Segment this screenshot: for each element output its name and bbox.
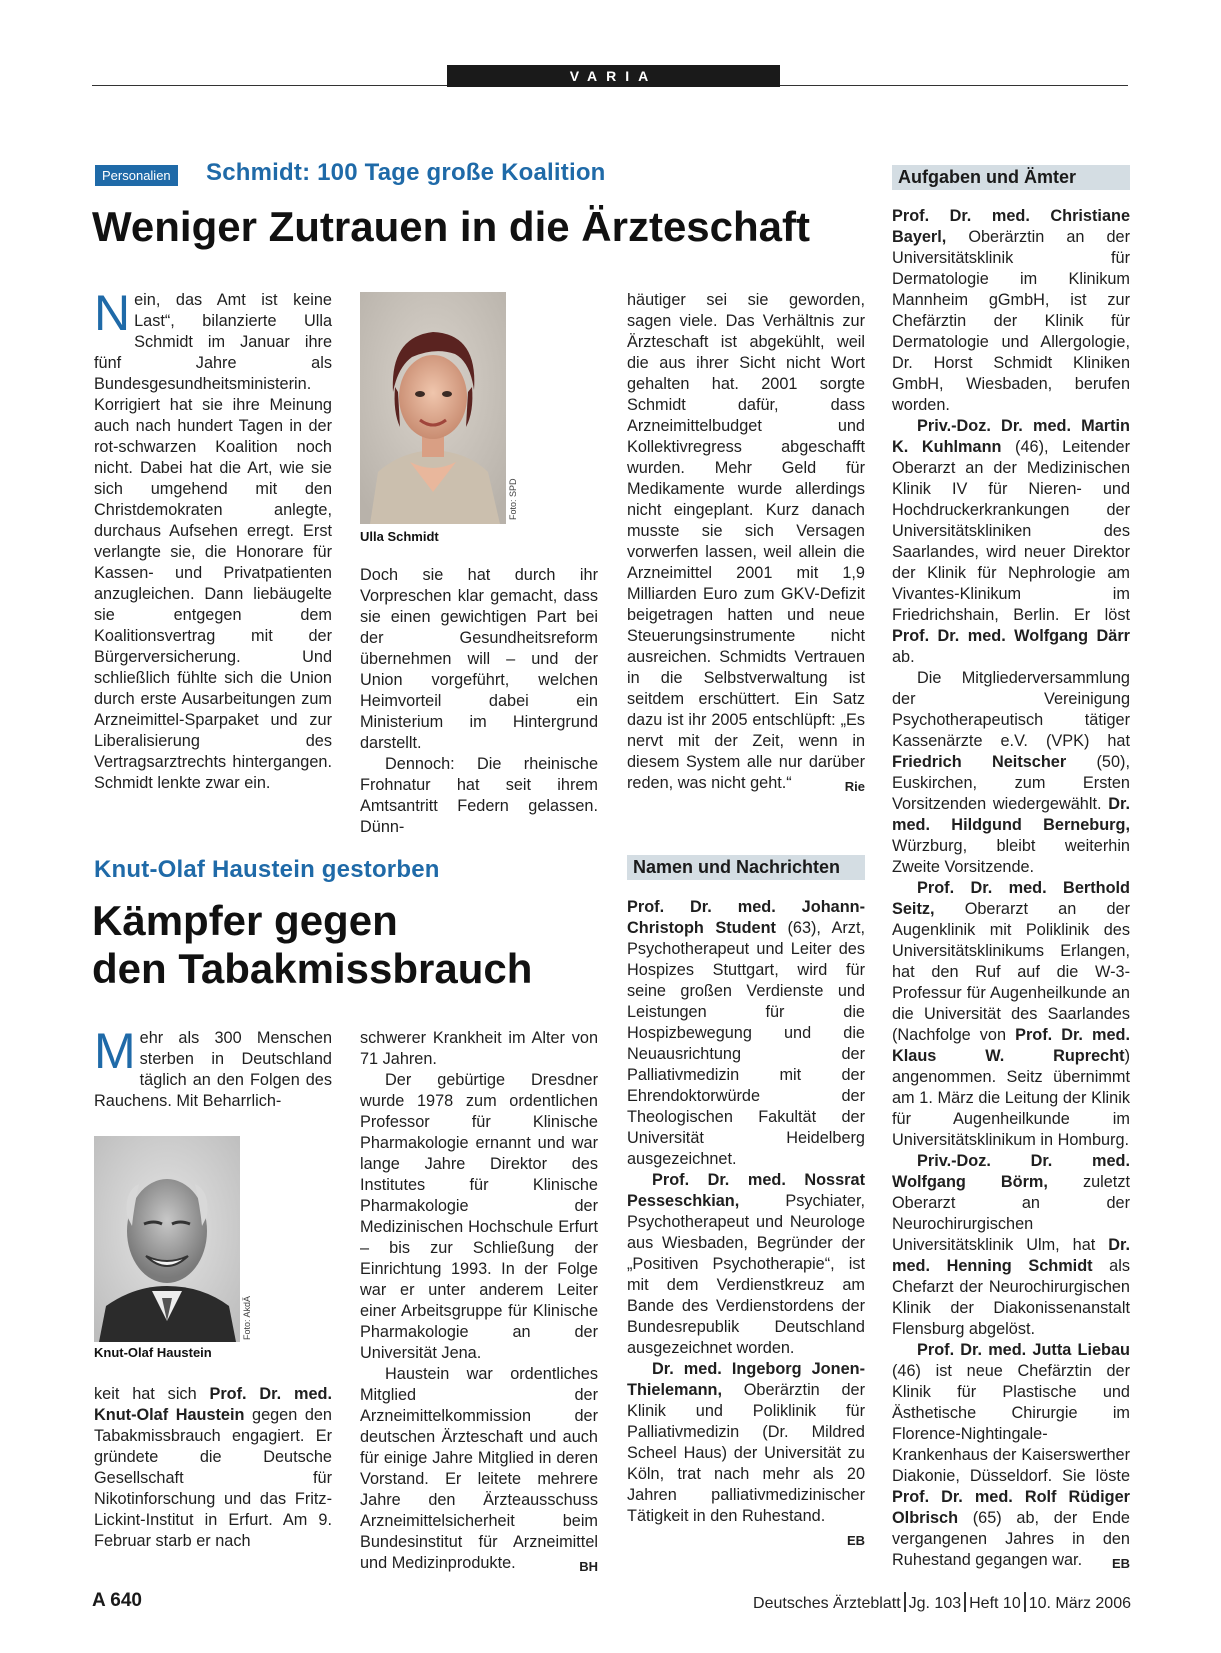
article1-column-1 <box>94 285 332 795</box>
article2-col1-top-text: ehr als 300 Menschen sterben in Deutschland täglich an den Folgen des Rauchens. Mit Beharrlich- <box>94 1029 332 1110</box>
category-tag: Personalien <box>95 165 178 186</box>
separator <box>964 1592 966 1612</box>
photo-caption-haustein: Knut-Olaf Haustein <box>94 1345 212 1360</box>
separator <box>1024 1592 1026 1612</box>
person-name-henning-schmidt: Dr. med. Henning Schmidt <box>892 1236 1130 1275</box>
namen-p2-text: Psychiater, Psychotherapeut und Neurologe aus Wiesbaden, Begründer der „Positiven Psychotherapie“, ist mit dem Verdienstkreuz am Bande des Verdienstordens der Bundesrepublik Deutschland ausgezeichnet worden. <box>627 1192 865 1357</box>
person-name-bayerl: Prof. Dr. med. Christiane Bayerl, <box>892 207 1130 246</box>
article2-headline-line2: den Tabakmissbrauch <box>92 945 533 992</box>
person-name-neitscher: Friedrich Neitscher <box>892 753 1067 771</box>
person-name-haustein: Prof. Dr. med. Knut-Olaf Haustein <box>94 1385 332 1424</box>
person-name-berneburg: Dr. med. Hildgund Berneburg, <box>892 795 1130 834</box>
aufgaben-p3-pre: Die Mitgliederversammlung der Vereinigung Psychotherapeutisch tätiger Kassenärzte e.V. (VPK) hat <box>892 669 1130 750</box>
article2-signature: BH <box>579 1559 598 1574</box>
aufgaben-p3-post: Würzburg, bleibt weiterhin Zweite Vorsitzende. <box>892 837 1130 876</box>
aufgaben-p6-text2: (65) ab, der Ende vergangenen Jahres in den Ruhestand gegangen war. <box>892 1509 1130 1569</box>
person-name-kuhlmann: Priv.-Doz. Dr. med. Martin K. Kuhlmann <box>892 417 1130 456</box>
article2-col1-bottom-pre: keit hat sich <box>94 1385 210 1403</box>
article1-col1-text: ein, das Amt ist keine Last“, bilanzierte Ulla Schmidt im Januar ihre fünf Jahre als Bundesgesundheitsministerin. Korrigiert hat sie ihre Meinung auch nach hundert Tagen in der rot-schwarzen Koalition noch nicht. Dabei hat die Art, wie sie sich umgehend mit den Christdemokraten anlegte, durchaus Aufsehen erregt. Erst verlangte sie, die Honorare für Kassen- und Privatpatienten anzugleichen. Dann liebäugelte sie entgegen dem Koalitionsvertrag mit der Bürgerversicherung. Und schließlich fühlte sich die Union durch erste Ausarbeitungen zum Arzneimittel-Sparpaket und zur Liberalisierung des Vertragsarztrechts hintergangen. Schmidt lenkte zwar ein. <box>94 291 332 792</box>
aufgaben-p1-text: Oberärztin an der Universitätsklinik für Dermatologie im Klinikum Mannheim gGmbH, ist zur Chefärztin der Klinik für Dermatologie und Allergologie, Dr. Horst Schmidt Kliniken GmbH, Wiesbaden, berufen worden. <box>892 228 1130 414</box>
article1-column-3 <box>627 290 865 800</box>
aufgaben-signature: EB <box>1111 1556 1130 1571</box>
section-label: VARIA <box>447 65 780 87</box>
person-name-jonen-thielemann: Dr. med. Ingeborg Jonen-Thielemann, <box>627 1360 865 1399</box>
aufgaben-p6-text: (46) ist neue Chefärztin der Klinik für Plastische und Ästhetische Chirurgie im Florence-Nightingale-Krankenhaus der Kaiserswerther Diakonie, Düsseldorf. Sie löste <box>892 1362 1130 1485</box>
person-name-ruprecht: Prof. Dr. med. Klaus W. Ruprecht <box>892 1026 1130 1065</box>
article2-col2-p3: Haustein war ordentliches Mitglied der Arzneimittelkommission der deutschen Ärzteschaft und auch für einige Jahre Mitglied in deren Vorstand. Er leitete mehrere Jahre den Ärzteausschuss Arzneimittelsicherheit beim Bundesinstitut für Arzneimittel und Medizinprodukte. <box>360 1365 598 1572</box>
journal-date: 10. März 2006 <box>1028 1595 1131 1612</box>
person-name-olbrisch: Prof. Dr. med. Rolf Rüdiger Olbrisch <box>892 1488 1130 1527</box>
ulla-schmidt-photo <box>360 292 506 524</box>
article1-signature: Rie <box>844 779 865 794</box>
person-name-daerr: Prof. Dr. med. Wolfgang Därr <box>892 627 1130 645</box>
aufgaben-p4-text2: ) angenommen. Seitz übernimmt am 1. März die Leitung der Klinik für Augenheilkunde im Universitätsklinikum in Homburg. <box>892 1047 1130 1149</box>
aufgaben-p3-mid: (50), Euskirchen, zum Ersten Vorsitzenden wiedergewählt. <box>892 753 1130 813</box>
dropcap: N <box>94 285 131 341</box>
namen-signature: EB <box>846 1533 865 1548</box>
journal-issue: Heft 10 <box>969 1595 1021 1612</box>
separator <box>904 1592 906 1612</box>
article2-headline-line1: Kämpfer gegen <box>92 897 398 944</box>
article1-headline: Weniger Zutrauen in die Ärzteschaft <box>92 203 810 250</box>
person-name-pesseschkian: Prof. Dr. med. Nossrat Pesseschkian, <box>627 1171 865 1210</box>
article2-col2-p1: schwerer Krankheit im Alter von 71 Jahren. <box>360 1029 598 1068</box>
namen-column <box>627 897 865 1559</box>
article1-col2-p1: Doch sie hat durch ihr Vorpreschen klar gemacht, dass sie einen gewichtigen Part bei der Gesundheitsreform übernehmen will – und der Union vorgeführt, welchen Heimvorteil dabei ein Ministerium im Hintergrund darstellt. <box>360 566 598 752</box>
aufgaben-p2-text: (46), Leitender Oberarzt an der Medizinischen Klinik IV für Nieren- und Hochdruckerkrankungen der Universitätskliniken des Saarlandes, wird neuer Direktor der Klinik für Nephrologie am Vivantes-Klinikum im Friedrichshain, Berlin. Er löst <box>892 438 1130 624</box>
aufgaben-column <box>892 206 1130 1571</box>
photo-credit-akda: Foto: AkdÄ <box>242 1295 252 1340</box>
article2-col1-bottom-post: gegen den Tabakmissbrauch engagiert. Er gründete die Deutsche Gesellschaft für Nikotinforschung und das Fritz-Lickint-Institut in Erfurt. Am 9. Februar starb er nach <box>94 1406 332 1550</box>
article1-column-2 <box>360 565 598 836</box>
journal-name: Deutsches Ärzteblatt <box>753 1595 901 1612</box>
namen-p1-text: (63), Arzt, Psychotherapeut und Leiter des Hospizes Stuttgart, wird für seine großen Verdienste und Leistungen für die Hospizbewegung und die Neuausrichtung der Palliativmedizin mit der Ehrendoktorwürde der Theologischen Fakultät der Universität Heidelberg ausgezeichnet. <box>627 919 865 1168</box>
person-name-liebau: Prof. Dr. med. Jutta Liebau <box>917 1341 1130 1359</box>
aufgaben-p5-text: zuletzt Oberarzt an der Neurochirurgischen Universitätsklinik Ulm, hat <box>892 1173 1130 1254</box>
knut-olaf-haustein-photo <box>94 1136 240 1342</box>
footer-citation <box>753 1592 1131 1613</box>
article2-col2-p2: Der gebürtige Dresdner wurde 1978 zum ordentlichen Professor für Klinische Pharmakologie ernannt und war lange Jahre Direktor des Institutes für Klinische Pharmakologie der Medizinischen Hochschule Erfurt – bis zur Schließung der Einrichtung 1993. In der Folge war er unter anderem Leiter einer Arbeitsgruppe für Klinische Pharmakologie an der Universität Jena. <box>360 1071 598 1362</box>
person-name-student: Prof. Dr. med. Johann-Christoph Student <box>627 898 865 937</box>
photo-credit-spd: Foto: SPD <box>508 478 518 520</box>
article1-kicker: Schmidt: 100 Tage große Koalition <box>206 159 606 186</box>
article2-column-1-bottom <box>94 1384 332 1559</box>
namen-und-nachrichten-heading: Namen und Nachrichten <box>627 855 865 880</box>
aufgaben-p2-text2: ab. <box>892 648 915 666</box>
aufgaben-und-aemter-heading: Aufgaben und Ämter <box>892 165 1130 190</box>
article2-column-1-top <box>94 1023 332 1114</box>
aufgaben-p5-text2: als Chefarzt der Neurochirurgischen Klinik der Diakonissenanstalt Flensburg abgelöst. <box>892 1257 1130 1338</box>
photo-caption-ulla-schmidt: Ulla Schmidt <box>360 529 439 544</box>
dropcap-m: M <box>94 1023 136 1079</box>
article2-kicker: Knut-Olaf Haustein gestorben <box>94 856 440 883</box>
aufgaben-p4-text: Oberarzt an der Augenklinik mit Poliklinik des Universitätsklinikums Erlangen, hat den Ruf auf die W-3-Professur für Augenheilkunde an die Universität des Saarlandes (Nachfolge von <box>892 900 1130 1044</box>
article2-column-2 <box>360 1028 598 1574</box>
article1-col2-p2: Dennoch: Die rheinische Frohnatur hat seit ihrem Amtsantritt Federn gelassen. Dünn- <box>360 755 598 836</box>
article1-col3-text: häutiger sei sie geworden, sagen viele. Das Verhältnis zur Ärzteschaft ist abgekühlt, weil die aus ihrer Sicht nicht Wort gehalten hat. 2001 sorgte Schmidt dafür, dass Arzneimittelbudget und Kollektivregress abgeschafft wurden. Mehr Geld für Medikamente wurde allerdings nicht eingeplant. Kurz danach musste sie sich Versagen vorwerfen lassen, weil allein die Arzneimittel 2001 mit 1,9 Milliarden Euro zum GKV-Defizit beigetragen hatten und neue Steuerungsinstrumente nicht ausreichen. Schmidts Vertrauen in die Selbstverwaltung ist seitdem erschüttert. Ein Satz dazu ist ihr 2005 entschlüpft: „Es nervt mit der Zeit, wenn in diesem System alle nur darüber reden, was nicht geht.“ <box>627 291 865 792</box>
person-name-boerm: Priv.-Doz. Dr. med. Wolfgang Börm, <box>892 1152 1130 1191</box>
person-name-seitz: Prof. Dr. med. Berthold Seitz, <box>892 879 1130 918</box>
journal-volume: Jg. 103 <box>908 1595 962 1612</box>
namen-p3-text: Oberärztin der Klinik und Poliklinik für Palliativmedizin (Dr. Mildred Scheel Haus) der Universität zu Köln, trat nach mehr als 20 Jahren palliativmedizinischer Tätigkeit in den Ruhestand. <box>627 1381 865 1525</box>
page-number: A 640 <box>92 1590 142 1611</box>
